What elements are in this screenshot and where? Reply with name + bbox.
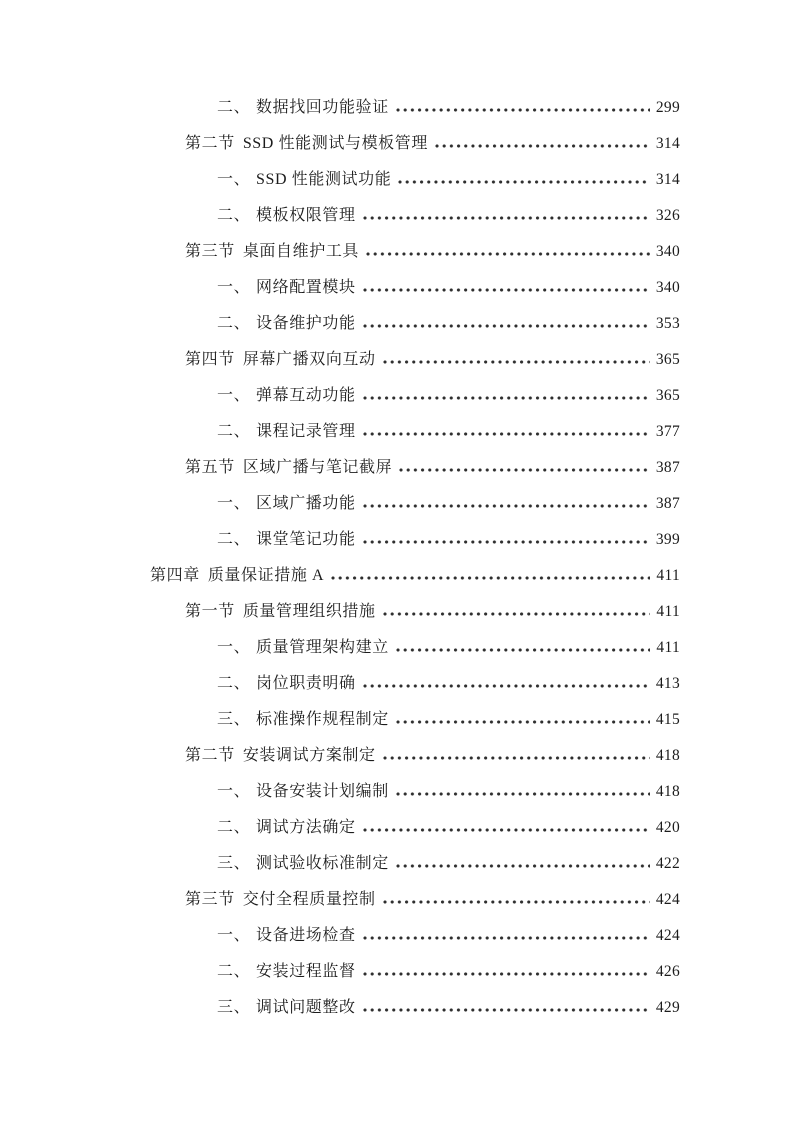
toc-entry-page: 411 [656, 639, 680, 656]
dot-leader-icon [396, 720, 650, 724]
toc-entry[interactable] [0, 486, 680, 522]
toc-entry-page: 365 [655, 387, 680, 404]
toc-entry-title: 网络配置模块 [256, 279, 356, 296]
dot-leader-icon [363, 972, 650, 976]
toc-entry-number: 第五节 [185, 459, 235, 476]
toc-entry-number: 二、 [217, 531, 251, 548]
dot-leader-icon [363, 1008, 650, 1012]
toc-entry-title: SSD 性能测试与模板管理 [242, 135, 428, 152]
toc-entry[interactable] [0, 162, 680, 198]
toc-entry-page: 399 [655, 531, 680, 548]
toc-entry-page: 411 [656, 603, 680, 620]
toc-entry-page: 418 [655, 783, 680, 800]
toc-entry-page: 353 [655, 315, 680, 332]
toc-entry-page: 365 [655, 351, 680, 368]
dot-leader-icon [366, 252, 650, 256]
dot-leader-icon [363, 540, 650, 544]
toc-entry-number: 第二节 [185, 747, 235, 764]
toc-entry-title: 桌面自维护工具 [242, 243, 360, 260]
dot-leader-icon [363, 324, 650, 328]
toc-entry-page: 387 [655, 459, 680, 476]
toc-entry-page: 299 [655, 99, 680, 116]
toc-entry-number: 第四章 [150, 567, 200, 584]
dot-leader-icon [396, 864, 650, 868]
toc-entry-title: 安装过程监督 [256, 963, 356, 980]
toc-entry-title: 安装调试方案制定 [242, 747, 376, 764]
toc-entry-title: 设备安装计划编制 [256, 783, 389, 800]
dot-leader-icon [331, 576, 650, 580]
dot-leader-icon [383, 900, 650, 904]
toc-entry-page: 418 [655, 747, 680, 764]
toc-entry[interactable] [0, 774, 680, 810]
toc-entry-page: 340 [655, 279, 680, 296]
dot-leader-icon [399, 468, 650, 472]
toc-entry-number: 一、 [217, 171, 251, 188]
toc-entry-page: 387 [655, 495, 680, 512]
dot-leader-icon [363, 288, 650, 292]
toc-entry-title: 课堂笔记功能 [256, 531, 356, 548]
toc-entry-number: 一、 [217, 927, 251, 944]
toc-entry-title: 质量保证措施 A [207, 567, 325, 584]
toc-entry-title: 数据找回功能验证 [256, 99, 389, 116]
dot-leader-icon [363, 828, 650, 832]
toc-entry[interactable] [0, 666, 680, 702]
toc-entry-title: 课程记录管理 [256, 423, 356, 440]
dot-leader-icon [383, 360, 650, 364]
dot-leader-icon [396, 648, 651, 652]
toc-entry[interactable] [0, 450, 680, 486]
toc-entry-page: 420 [655, 819, 680, 836]
toc-entry[interactable] [0, 810, 680, 846]
toc-entry[interactable] [0, 378, 680, 414]
dot-leader-icon [398, 180, 649, 184]
toc-entry[interactable] [0, 90, 680, 126]
toc-entry-number: 第四节 [185, 351, 235, 368]
toc-entry[interactable] [0, 414, 680, 450]
toc-entry-title: SSD 性能测试功能 [256, 171, 392, 188]
toc-entry[interactable] [0, 918, 680, 954]
toc-entry-number: 一、 [217, 495, 251, 512]
toc-entry-page: 411 [656, 567, 680, 584]
toc-entry-page: 424 [655, 927, 680, 944]
toc-entry[interactable] [0, 234, 680, 270]
toc-entry-number: 三、 [217, 855, 251, 872]
toc-entry-title: 弹幕互动功能 [256, 387, 356, 404]
toc-entry-title: 交付全程质量控制 [242, 891, 376, 908]
toc-entry[interactable] [0, 306, 680, 342]
toc-entry-number: 第一节 [185, 603, 235, 620]
dot-leader-icon [383, 612, 651, 616]
toc-entry-title: 质量管理组织措施 [242, 603, 376, 620]
toc-entry[interactable] [0, 846, 680, 882]
toc-entry-number: 三、 [217, 711, 251, 728]
toc-entry-page: 415 [655, 711, 680, 728]
toc-entry[interactable] [0, 738, 680, 774]
toc-entry[interactable] [0, 198, 680, 234]
dot-leader-icon [363, 396, 650, 400]
toc-entry-page: 426 [655, 963, 680, 980]
toc-entry-page: 314 [655, 135, 680, 152]
toc-entry[interactable] [0, 990, 680, 1026]
toc-entry-number: 二、 [217, 99, 251, 116]
toc-entry-title: 模板权限管理 [256, 207, 356, 224]
toc-entry-title: 调试方法确定 [256, 819, 356, 836]
toc-entry-title: 屏幕广播双向互动 [242, 351, 376, 368]
table-of-contents [0, 90, 680, 1026]
toc-entry-page: 377 [655, 423, 680, 440]
toc-entry-number: 一、 [217, 639, 251, 656]
toc-entry-title: 测试验收标准制定 [256, 855, 389, 872]
dot-leader-icon [363, 684, 650, 688]
toc-entry-title: 设备进场检查 [256, 927, 356, 944]
toc-entry-number: 第三节 [185, 891, 235, 908]
toc-entry-number: 二、 [217, 315, 251, 332]
toc-entry-number: 二、 [217, 207, 251, 224]
toc-entry[interactable] [0, 630, 680, 666]
toc-entry-number: 第三节 [185, 243, 235, 260]
toc-entry-title: 区域广播与笔记截屏 [242, 459, 393, 476]
toc-entry-page: 413 [655, 675, 680, 692]
dot-leader-icon [363, 432, 650, 436]
toc-entry-title: 调试问题整改 [256, 999, 356, 1016]
dot-leader-icon [435, 144, 650, 148]
toc-entry[interactable] [0, 954, 680, 990]
toc-entry-number: 二、 [217, 963, 251, 980]
toc-entry[interactable] [0, 702, 680, 738]
dot-leader-icon [396, 792, 650, 796]
toc-entry-title: 岗位职责明确 [256, 675, 356, 692]
toc-entry-number: 二、 [217, 819, 251, 836]
toc-entry-page: 424 [655, 891, 680, 908]
toc-entry-number: 三、 [217, 999, 251, 1016]
dot-leader-icon [363, 504, 650, 508]
toc-entry-number: 二、 [217, 423, 251, 440]
dot-leader-icon [383, 756, 650, 760]
toc-entry-page: 326 [655, 207, 680, 224]
toc-entry[interactable] [0, 882, 680, 918]
toc-entry-number: 一、 [217, 387, 251, 404]
toc-entry[interactable] [0, 270, 680, 306]
toc-entry-number: 一、 [217, 783, 251, 800]
toc-entry-title: 设备维护功能 [256, 315, 356, 332]
dot-leader-icon [363, 936, 650, 940]
toc-entry-title: 标准操作规程制定 [256, 711, 389, 728]
toc-entry[interactable] [0, 342, 680, 378]
toc-entry-number: 一、 [217, 279, 251, 296]
toc-entry[interactable] [0, 126, 680, 162]
toc-entry-number: 第二节 [185, 135, 235, 152]
toc-entry-title: 区域广播功能 [256, 495, 356, 512]
toc-entry[interactable] [0, 594, 680, 630]
toc-entry[interactable] [0, 522, 680, 558]
dot-leader-icon [396, 108, 650, 112]
toc-entry[interactable] [0, 558, 680, 594]
toc-entry-title: 质量管理架构建立 [256, 639, 389, 656]
toc-entry-page: 314 [655, 171, 680, 188]
dot-leader-icon [363, 216, 650, 220]
toc-entry-page: 422 [655, 855, 680, 872]
toc-entry-page: 429 [655, 999, 680, 1016]
toc-entry-page: 340 [655, 243, 680, 260]
toc-entry-number: 二、 [217, 675, 251, 692]
